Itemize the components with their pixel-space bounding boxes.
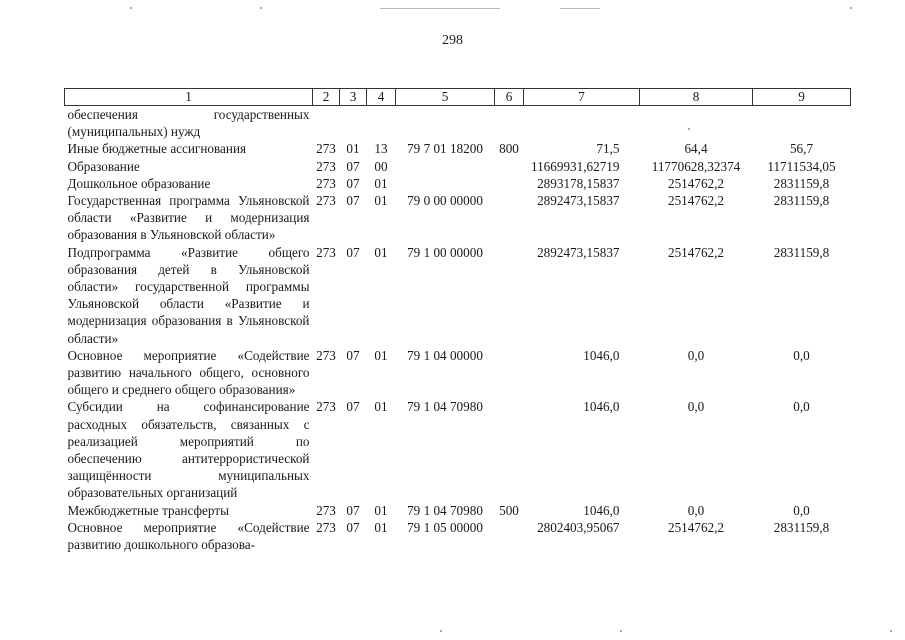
- row-amount-year2: 2514762,2: [667, 193, 725, 209]
- row-name: Основное мероприятие «Содействие развитию начального общего, основного общего и среднего общего образования»: [67, 347, 310, 398]
- row-target-article: 79 7 01 18200: [407, 141, 483, 157]
- row-amount-year1: 71,5: [596, 141, 620, 157]
- row-ministry-code: 273: [316, 399, 336, 415]
- row-name: Основное мероприятие «Содействие развитию дошкольного образова-: [67, 519, 310, 553]
- row-amount-year1: 1046,0: [583, 347, 620, 363]
- table-row: [65, 158, 851, 175]
- row-amount-year2: 64,4: [684, 141, 708, 157]
- row-section-code: 07: [346, 244, 360, 260]
- row-amount-year1: 2892473,15837: [537, 244, 620, 260]
- row-target-article: 79 1 00 00000: [407, 244, 483, 260]
- row-expense-type: [495, 519, 524, 553]
- row-expense-type: [495, 244, 524, 347]
- row-target-article: 79 1 05 00000: [407, 519, 483, 535]
- row-amount-year2: 0,0: [687, 502, 705, 518]
- header-row: [65, 89, 851, 106]
- scan-artifact-dot: [890, 630, 892, 632]
- row-amount-year2: 2514762,2: [667, 175, 725, 191]
- row-name: Образование: [67, 158, 140, 174]
- row-section-code: 07: [346, 175, 360, 191]
- column-header: 3: [340, 89, 367, 106]
- row-subsection-code: [367, 106, 396, 141]
- row-name: Межбюджетные трансферты: [67, 502, 229, 518]
- row-expense-type: 800: [499, 141, 519, 157]
- row-subsection-code: 01: [374, 244, 388, 260]
- table-row: [65, 244, 851, 347]
- row-amount-year3: 2831159,8: [773, 519, 830, 535]
- row-section-code: [340, 106, 367, 141]
- row-subsection-code: 01: [374, 502, 388, 518]
- row-target-article: 79 1 04 00000: [407, 347, 483, 363]
- row-subsection-code: 13: [374, 141, 388, 157]
- scan-artifact-dot: [130, 7, 132, 9]
- row-expense-type: [495, 158, 524, 175]
- scan-artifact-dot: [620, 630, 622, 632]
- row-subsection-code: 00: [374, 158, 388, 174]
- row-section-code: 07: [346, 519, 360, 535]
- table-body: [65, 106, 851, 554]
- row-amount-year2: 2514762,2: [667, 244, 725, 260]
- column-header: 6: [495, 89, 524, 106]
- table-row: [65, 140, 851, 157]
- row-target-article: 79 1 04 70980: [407, 399, 483, 415]
- row-amount-year3: 56,7: [789, 141, 814, 157]
- row-amount-year3: 0,0: [793, 502, 810, 518]
- row-amount-year1: 2893178,15837: [537, 175, 620, 191]
- scan-artifact-top: [560, 8, 600, 9]
- budget-table: [64, 88, 851, 553]
- row-target-article: 79 1 04 70980: [407, 502, 483, 518]
- row-amount-year3: 0,0: [793, 399, 810, 415]
- row-amount-year3: 2831159,8: [773, 244, 830, 260]
- row-amount-year1: 2892473,15837: [537, 193, 620, 209]
- row-amount-year1: 11669931,62719: [530, 158, 620, 174]
- column-header: 8: [640, 89, 753, 106]
- row-ministry-code: 273: [316, 141, 336, 157]
- row-expense-type: 500: [499, 502, 519, 518]
- table-row: [65, 347, 851, 399]
- row-amount-year1: 2802403,95067: [537, 519, 620, 535]
- row-subsection-code: 01: [374, 519, 388, 535]
- row-amount-year3: 2831159,8: [773, 175, 830, 191]
- table-row: [65, 502, 851, 519]
- table-row: [65, 192, 851, 244]
- row-subsection-code: 01: [374, 175, 388, 191]
- row-expense-type: [495, 192, 524, 244]
- row-amount-year2: 0,0: [687, 347, 705, 363]
- table-row: [65, 106, 851, 141]
- row-ministry-code: 273: [316, 502, 336, 518]
- row-amount-year3: 0,0: [793, 347, 810, 363]
- scan-artifact-dot: [260, 7, 262, 9]
- column-header: 9: [753, 89, 851, 106]
- row-name: Дошкольное образование: [67, 175, 211, 191]
- row-name: Государственная программа Ульяновской области «Развитие и модернизация образования в Ульяновской области»: [67, 193, 310, 243]
- row-expense-type: [495, 175, 524, 192]
- row-ministry-code: 273: [316, 175, 336, 191]
- row-amount-year1: 1046,0: [583, 399, 620, 415]
- row-amount-year3: [753, 106, 851, 141]
- row-target-article: [396, 106, 495, 141]
- row-section-code: 07: [346, 347, 360, 363]
- column-header: 4: [367, 89, 396, 106]
- column-header: 5: [396, 89, 495, 106]
- row-amount-year2: 2514762,2: [667, 519, 725, 535]
- row-section-code: 07: [346, 193, 360, 209]
- row-ministry-code: [313, 106, 340, 141]
- row-section-code: 07: [346, 399, 360, 415]
- scan-artifact-dot: [850, 7, 852, 9]
- scan-artifact-top: [380, 8, 500, 9]
- row-name: обеспечения государственных (муниципальных) нужд: [67, 107, 310, 140]
- row-subsection-code: 01: [374, 193, 388, 209]
- row-expense-type: [495, 347, 524, 399]
- row-name: Субсидии на софинансирование расходных обязательств, связанных с реализацией мероприятий по обеспечению антитеррористической защищённости муниципальных образовательных организаций: [67, 399, 310, 501]
- row-target-article: [396, 158, 495, 175]
- row-subsection-code: 01: [374, 347, 388, 363]
- row-target-article: [396, 175, 495, 192]
- page-number: 298: [442, 33, 463, 48]
- row-ministry-code: 273: [316, 193, 336, 209]
- column-header: 7: [524, 89, 640, 106]
- row-ministry-code: 273: [316, 347, 336, 363]
- row-section-code: 07: [346, 158, 360, 174]
- row-target-article: 79 0 00 00000: [407, 193, 483, 209]
- row-ministry-code: 273: [316, 158, 336, 174]
- row-subsection-code: 01: [374, 399, 388, 415]
- row-name: Подпрограмма «Развитие общего образования детей в Ульяновской области» государственной программы Ульяновской области «Развитие и модернизация образования в Ульяновской области»: [67, 244, 310, 346]
- row-amount-year3: 11711534,05: [767, 158, 836, 174]
- column-header: 2: [313, 89, 340, 106]
- row-amount-year2: 11770628,32374: [651, 158, 741, 174]
- scan-artifact-dot: [440, 630, 442, 632]
- table-header: [65, 89, 851, 106]
- row-section-code: 01: [346, 141, 360, 157]
- table-row: [65, 519, 851, 553]
- column-header: 1: [65, 89, 313, 106]
- row-expense-type: [495, 106, 524, 141]
- row-amount-year3: 2831159,8: [773, 193, 830, 209]
- row-amount-year1: 1046,0: [583, 502, 620, 518]
- table-row: [65, 175, 851, 192]
- row-amount-year2: [640, 106, 753, 141]
- row-section-code: 07: [346, 502, 360, 518]
- row-expense-type: [495, 398, 524, 501]
- row-ministry-code: 273: [316, 244, 336, 260]
- row-amount-year2: 0,0: [687, 399, 705, 415]
- table-row: [65, 398, 851, 501]
- row-ministry-code: 273: [316, 519, 336, 535]
- row-amount-year1: [524, 106, 640, 141]
- row-name: Иные бюджетные ассигнования: [67, 141, 247, 157]
